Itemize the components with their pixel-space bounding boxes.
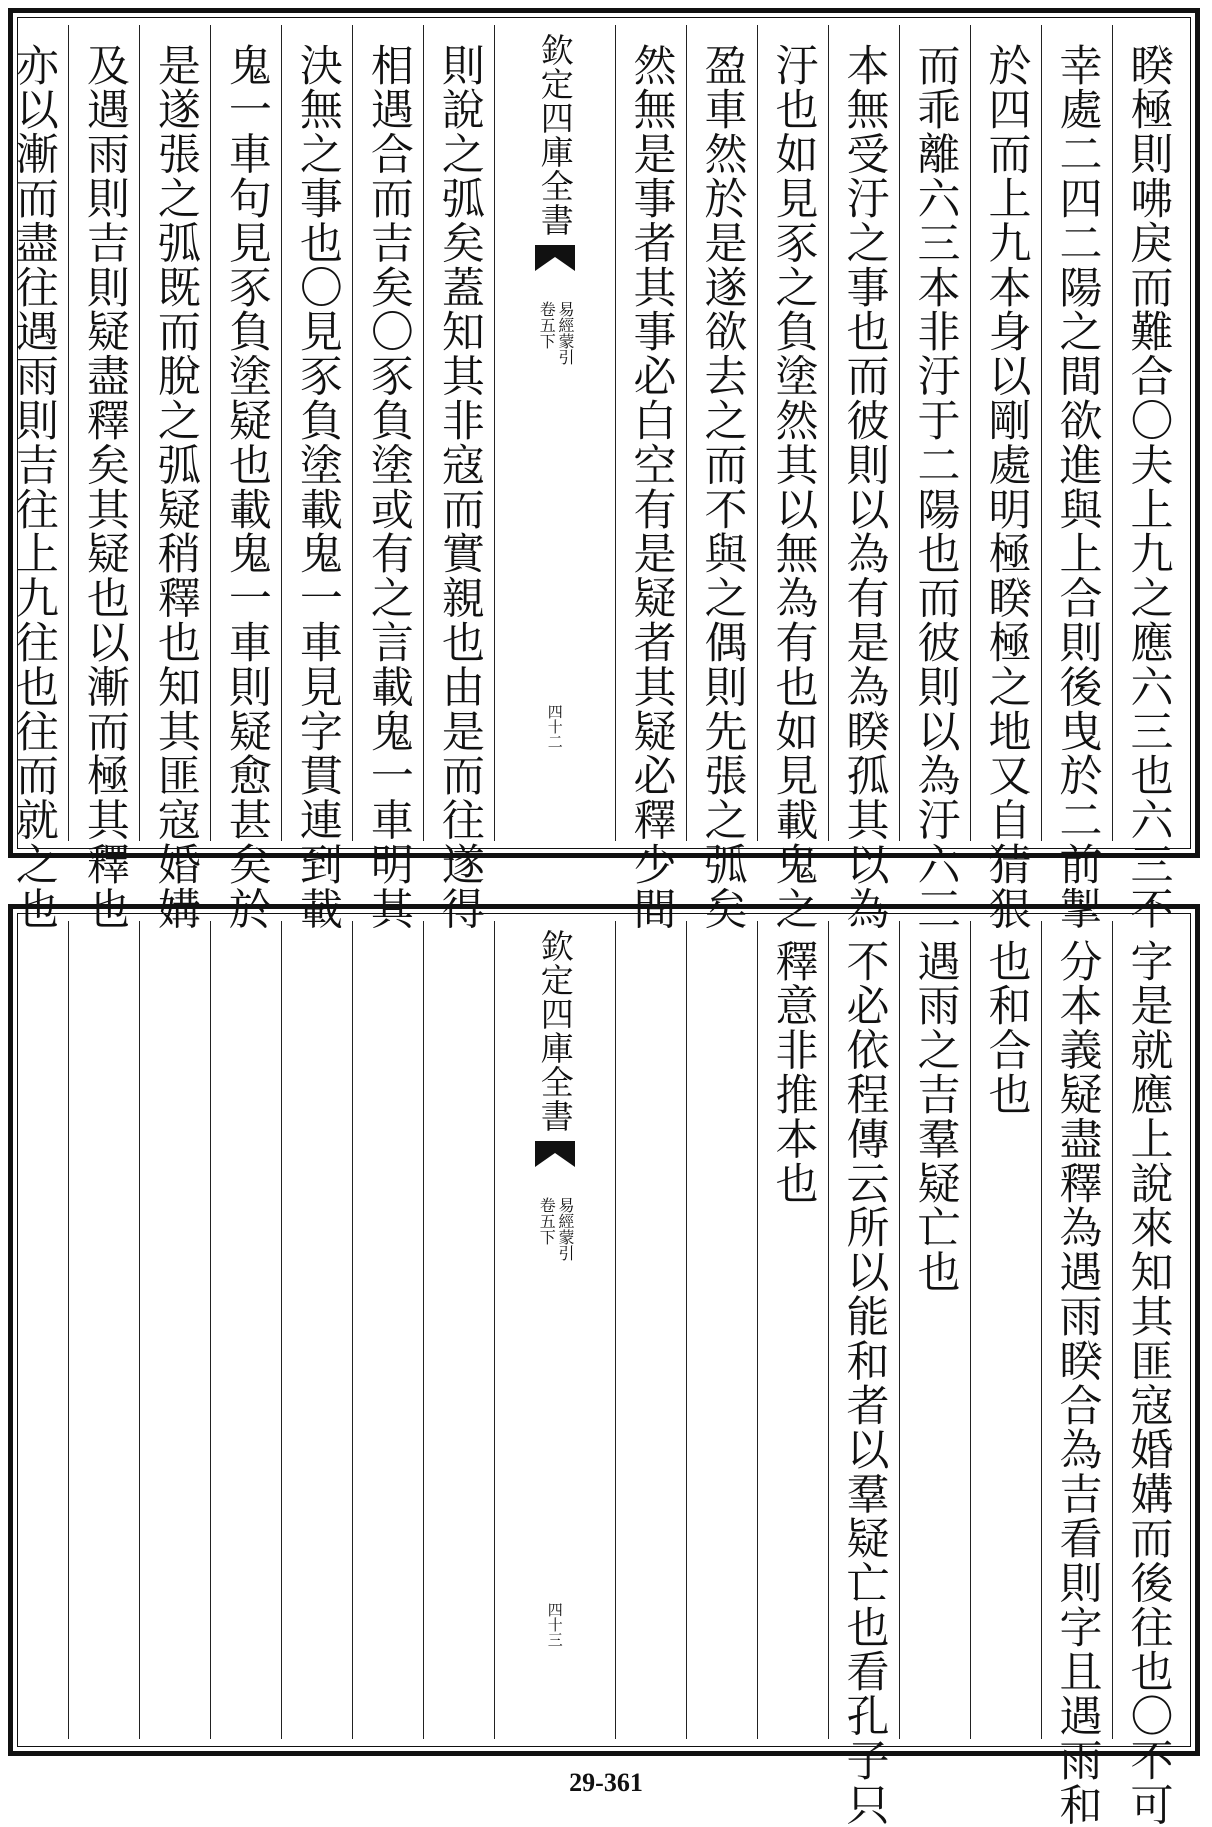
text-column (970, 921, 1041, 1739)
text-column (210, 921, 281, 1739)
column-text: 睽極則咈戾而難合〇夫上九之應六三也六三不 (1123, 43, 1174, 931)
column-text: 而乖離六三本非汙于二陽也而彼則以為汙六三 (910, 43, 961, 931)
column-text: 釋意非推本也 (768, 939, 819, 1206)
text-column (68, 25, 139, 931)
column-text: 是遂張之弧既而脫之弧疑稍釋也知其匪寇婚媾 (150, 43, 201, 931)
column-text: 亦以漸而盡往遇雨則吉往上九往也往而就之也 (8, 43, 59, 931)
text-column (139, 921, 210, 1739)
leaf-number: 四十三 (545, 1602, 564, 1647)
book-title: 易經蒙引 (556, 301, 575, 365)
text-column (828, 25, 899, 931)
spine-subtitle (537, 301, 573, 365)
collection-title: 欽定四庫全書 (535, 33, 575, 237)
text-column (686, 25, 757, 931)
text-column (68, 921, 139, 1739)
column-text: 然無是事者其事必白空有是疑者其疑必釋少間 (626, 43, 677, 931)
top-page (8, 8, 1200, 931)
column-text: 相遇合而吉矣〇豕負塗或有之言載鬼一車明其 (363, 43, 414, 931)
text-column (0, 25, 68, 931)
text-column (210, 25, 281, 931)
text-column (139, 25, 210, 931)
column-text: 本無受汙之事也而彼則以為有是為睽孤其以為 (839, 43, 890, 931)
text-column (615, 921, 686, 1739)
page-number-footer: 29-361 (569, 1768, 643, 1797)
center-spine (494, 25, 615, 841)
spine-subtitle (537, 1197, 573, 1261)
volume-label: 卷五下 (537, 301, 557, 349)
text-column (899, 921, 970, 1739)
column-text: 決無之事也〇見豕負塗載鬼一車見字貫連到載 (292, 43, 343, 931)
text-column (1041, 25, 1112, 931)
column-text: 也和合也 (981, 939, 1032, 1117)
column-text: 於四而上九本身以剛處明極睽極之地又自猜狠 (981, 43, 1032, 931)
text-column (828, 921, 899, 1827)
column-text: 汙也如見豕之負塗然其以無為有也如見載鬼之 (768, 43, 819, 931)
column-text: 則說之弧矣蓋知其非寇而實親也由是而往遂得 (434, 43, 485, 931)
column-text: 不必依程傳云所以能和者以羣疑亡也看孔子只 (839, 939, 890, 1827)
text-column (352, 25, 423, 931)
text-column (757, 25, 828, 931)
text-column (615, 25, 686, 931)
leaf-number: 四十二 (545, 704, 564, 749)
text-column (686, 921, 757, 1739)
text-column (281, 25, 352, 931)
text-column (1112, 25, 1183, 931)
book-title: 易經蒙引 (556, 1197, 575, 1261)
volume-label: 卷五下 (537, 1197, 557, 1245)
fishtail-ornament-icon (535, 1141, 575, 1167)
column-text: 幸處二四二陽之間欲進與上合則後曳於二前掣 (1052, 43, 1103, 931)
column-text: 分本義疑盡釋為遇雨睽合為吉看則字且遇雨和 (1052, 939, 1103, 1827)
top-columns (8, 25, 1183, 931)
text-column (757, 921, 828, 1739)
text-column (423, 25, 494, 931)
column-text: 字是就應上說來知其匪寇婚媾而後往也〇不可 (1123, 939, 1174, 1827)
center-spine (494, 921, 615, 1739)
text-column (970, 25, 1041, 931)
collection-title: 欽定四庫全書 (535, 929, 575, 1133)
column-text: 鬼一車句見豕負塗疑也載鬼一車則疑愈甚矣於 (221, 43, 272, 931)
text-column (281, 921, 352, 1739)
text-column (423, 921, 494, 1739)
text-column (899, 25, 970, 931)
text-column (0, 921, 68, 1739)
column-text: 及遇雨則吉則疑盡釋矣其疑也以漸而極其釋也 (79, 43, 130, 931)
text-column (1112, 921, 1183, 1827)
text-column (352, 921, 423, 1739)
column-text: 盈車然於是遂欲去之而不與之偶則先張之弧矣 (697, 43, 748, 931)
column-text: 遇雨之吉羣疑亡也 (910, 939, 961, 1295)
text-column (1041, 921, 1112, 1827)
fishtail-ornament-icon (535, 245, 575, 271)
